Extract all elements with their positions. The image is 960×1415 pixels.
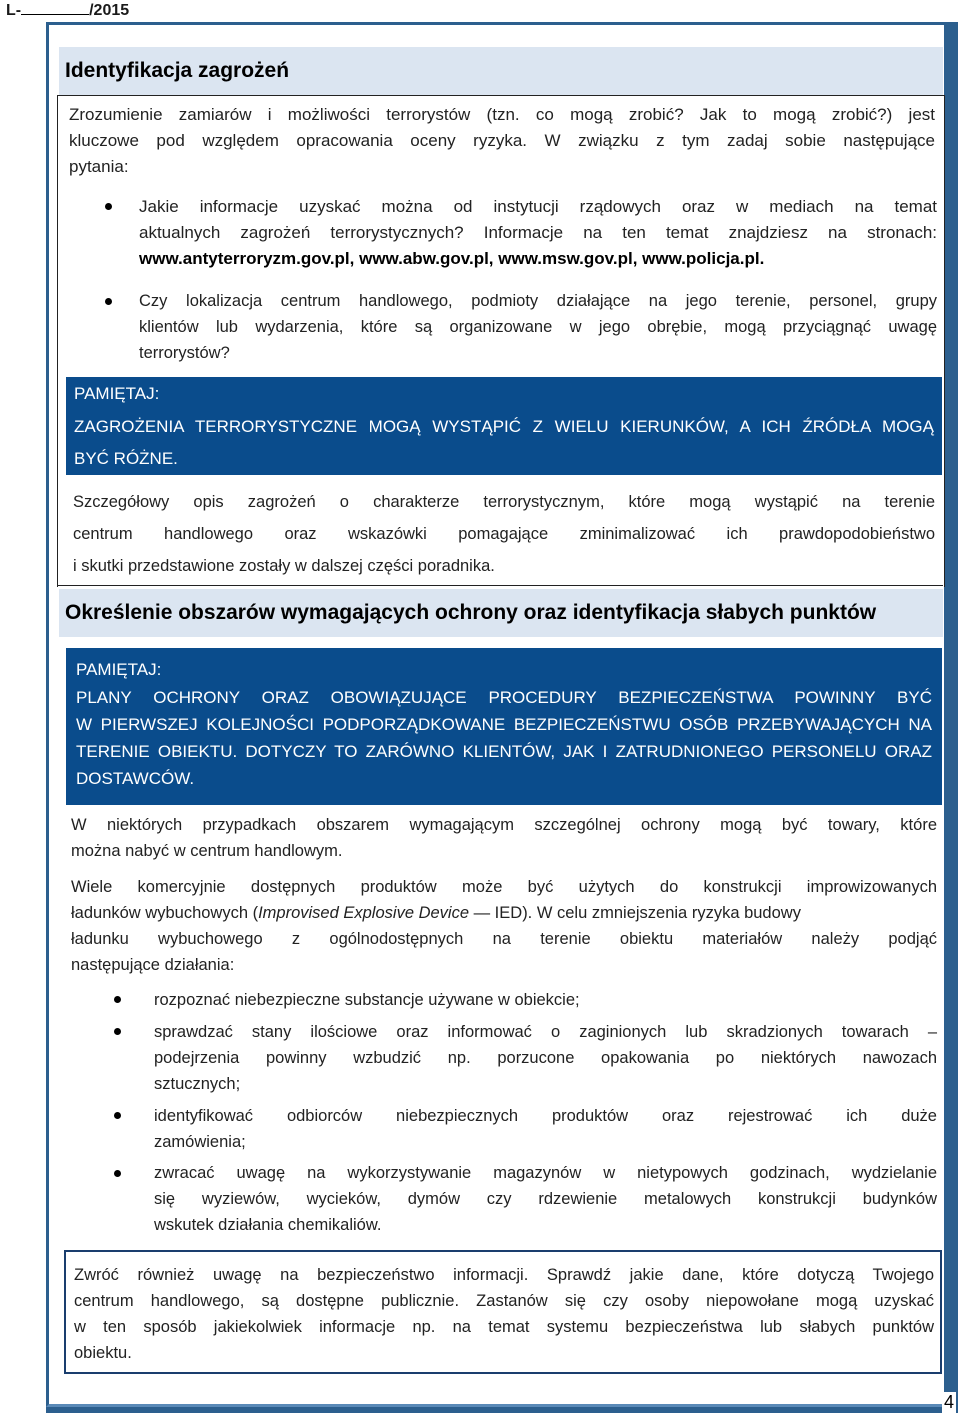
action-item-line: się wyziewów, wycieków, dymów czy rdzewienie metalowych konstrukcji budynków bbox=[154, 1190, 937, 1208]
bullet-icon bbox=[105, 203, 112, 210]
remember-label: PAMIĘTAJ: bbox=[74, 384, 160, 403]
action-item-line: sztucznych; bbox=[154, 1075, 241, 1093]
bullet-icon bbox=[114, 1112, 121, 1119]
action-item-line: wskutek działania chemikaliów. bbox=[154, 1216, 382, 1234]
ied-paragraph-line bbox=[71, 900, 937, 926]
info-security-box bbox=[64, 1250, 942, 1374]
action-list-item bbox=[154, 1019, 937, 1097]
section-heading-protection-areas bbox=[59, 589, 943, 637]
action-list-item bbox=[154, 987, 937, 1013]
remember-text-line: ZAGROŻENIA TERRORYSTYCZNE MOGĄ WYSTĄPIĆ Z WIELU KIERUNKÓW, A ICH ŹRÓDŁA MOGĄ bbox=[74, 417, 934, 436]
ied-paragraph-line: następujące działania: bbox=[71, 956, 235, 974]
info-security-line: w ten sposób jakiekolwiek informacje np. na temat systemu bezpieczeństwa lub słabych punktów bbox=[74, 1318, 934, 1336]
threats-bullet-item bbox=[139, 288, 937, 366]
document-code-prefix: L- bbox=[6, 2, 22, 19]
action-item-line: identyfikować odbiorców niebezpiecznych produktów oraz rejestrować ich duże bbox=[154, 1107, 937, 1125]
threats-bullet-line: Jakie informacje uzyskać można od instytucji rządowych oraz w mediach na temat bbox=[139, 197, 937, 216]
threats-detail-line: centrum handlowego oraz wskazówki pomagające zminimalizować ich prawdopodobieństwo bbox=[73, 525, 935, 543]
threats-bullet-item bbox=[139, 194, 937, 272]
section-heading-text: Określenie obszarów wymagających ochrony oraz identyfikacja słabych punktów bbox=[65, 601, 877, 624]
threats-detail-line: Szczegółowy opis zagrożeń o charakterze terrorystycznym, które mogą wystąpić na terenie bbox=[73, 493, 935, 511]
ied-paragraph bbox=[71, 874, 937, 978]
ied-line-part bbox=[71, 900, 801, 926]
remember-box-protection bbox=[66, 648, 942, 805]
page-frame-right-bar bbox=[944, 22, 958, 1407]
threats-detail-paragraph bbox=[73, 486, 935, 582]
threats-bullet-line: klientów lub wydarzenia, które są organizowane w jego obrębie, mogą przyciągnąć uwagę bbox=[139, 318, 937, 336]
bullet-icon bbox=[114, 1028, 121, 1035]
ied-paragraph-line: ładunku wybuchowego z ogólnodostępnych na terenie obiektu materiałów należy podjąć bbox=[71, 930, 937, 948]
document-code-blank bbox=[21, 2, 89, 15]
document-code bbox=[6, 2, 129, 20]
threats-bullet-line: Czy lokalizacja centrum handlowego, podmioty działające na jego terenie, personel, grupy bbox=[139, 292, 937, 310]
action-item-line: rozpoznać niebezpieczne substancje używane w obiekcie; bbox=[154, 991, 580, 1009]
section-heading-threats bbox=[59, 47, 943, 95]
page-number: 4 bbox=[943, 1392, 954, 1412]
action-item-line: podejrzenia powinny wzbudzić np. porzucone opakowania po niektórych nawozach bbox=[154, 1049, 937, 1067]
goods-paragraph bbox=[71, 812, 937, 864]
bullet-icon bbox=[114, 1170, 121, 1177]
goods-paragraph-line: W niektórych przypadkach obszarem wymagającym szczególnej ochrony mogą być towary, które bbox=[71, 816, 937, 834]
threats-detail-line: i skutki przedstawione zostały w dalszej części poradnika. bbox=[73, 557, 495, 575]
remember-text-line: BYĆ RÓŻNE. bbox=[74, 449, 178, 468]
document-code-suffix: /2015 bbox=[89, 2, 130, 19]
remember-text-line: PLANY OCHRONY ORAZ OBOWIĄZUJĄCE PROCEDURY BEZPIECZEŃSTWA POWINNY BYĆ bbox=[76, 688, 932, 707]
info-security-text bbox=[74, 1262, 934, 1366]
remember-text-line: TERENIE OBIEKTU. DOTYCZY TO ZARÓWNO KLIENTÓW, JAK I ZATRUDNIONEGO PERSONELU ORAZ bbox=[76, 742, 932, 761]
remember-text-line: DOSTAWCÓW. bbox=[76, 769, 195, 788]
info-security-line: centrum handlowego, są dostępne publicznie. Zastanów się czy osoby niepowołane mogą uzyskać bbox=[74, 1292, 934, 1310]
threats-intro-line: kluczowe pod względem opracowania oceny ryzyka. W związku z tym zadaj sobie następujące bbox=[69, 131, 935, 150]
threats-intro bbox=[69, 102, 935, 180]
remember-text-line: W PIERWSZEJ KOLEJNOŚCI PODPORZĄDKOWANE BEZPIECZEŃSTWU OSÓB PRZEBYWAJĄCYCH NA bbox=[76, 715, 932, 734]
threats-bullet-line: aktualnych zagrożeń terrorystycznych? Informacje na ten temat znajdziesz na stronach: bbox=[139, 223, 937, 242]
action-list-item bbox=[154, 1103, 937, 1155]
threats-intro-line: Zrozumienie zamiarów i możliwości terrorystów (tzn. co mogą zrobić? Jak to mogą zrobić?) jest bbox=[69, 105, 935, 124]
ied-text: — IED). W celu zmniejszenia ryzyka budowy bbox=[469, 904, 801, 922]
bullet-icon bbox=[105, 298, 112, 305]
government-links: www.antyterroryzm.gov.pl, www.abw.gov.pl, www.msw.gov.pl, www.policja.pl. bbox=[139, 249, 765, 268]
info-security-line: obiektu. bbox=[74, 1344, 132, 1362]
threats-bullet-line: terrorystów? bbox=[139, 344, 230, 362]
ied-term: Improvised Explosive Device bbox=[258, 904, 470, 922]
threats-box-bottom-border bbox=[57, 585, 943, 586]
bullet-icon bbox=[114, 996, 121, 1003]
ied-text: ładunków wybuchowych ( bbox=[71, 904, 259, 922]
page-frame-bottom-bar bbox=[46, 1407, 958, 1413]
ied-paragraph-line: Wiele komercyjnie dostępnych produktów może być użytych do konstrukcji improwizowanych bbox=[71, 878, 937, 896]
info-security-line: Zwróć również uwagę na bezpieczeństwo informacji. Sprawdź jakie dane, które dotyczą Twojego bbox=[74, 1266, 934, 1284]
threats-intro-line: pytania: bbox=[69, 157, 129, 176]
action-item-line: zwracać uwagę na wykorzystywanie magazynów w nietypowych godzinach, wydzielanie bbox=[154, 1164, 937, 1182]
goods-paragraph-line: można nabyć w centrum handlowym. bbox=[71, 842, 343, 860]
action-list-item bbox=[154, 1160, 937, 1238]
remember-label: PAMIĘTAJ: bbox=[76, 660, 162, 679]
action-item-line: zamówienia; bbox=[154, 1133, 246, 1151]
section-heading-text: Identyfikacja zagrożeń bbox=[65, 59, 290, 82]
remember-box-threats bbox=[66, 377, 942, 475]
action-item-line: sprawdzać stany ilościowe oraz informować o zaginionych lub skradzionych towarach – bbox=[154, 1023, 937, 1041]
